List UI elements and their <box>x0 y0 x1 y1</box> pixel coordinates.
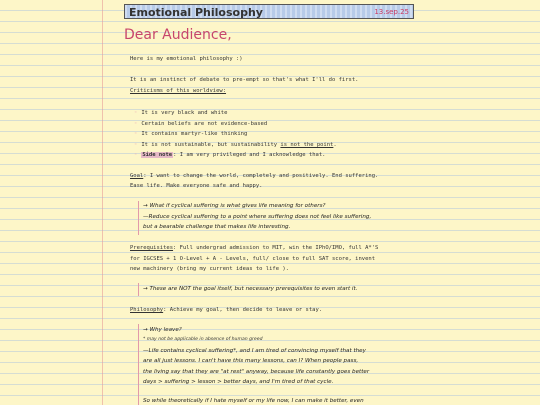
quote-line: → Why leave? <box>143 327 182 333</box>
prereq-line: Prerequisites: Full undergrad admission to MIT, win the IPhO/IMO, full A*'S <box>130 245 379 251</box>
quote-line: So while theoretically if I hate myself or my life now, I can make it better, even <box>143 398 364 404</box>
quote-line: —Life contains cyclical suffering*, and I am tired of convincing myself that they <box>143 348 366 354</box>
quote-bar <box>138 324 139 405</box>
quote-line: → These are NOT the goal itself, but necessary prerequisites to even start it. <box>143 286 358 292</box>
quote-line: → What if cyclical suffering is what gives life meaning for others? <box>143 203 326 209</box>
criticism-item: ◦ It contains martyr-like thinking <box>134 131 248 137</box>
debate-line: It is an instinct of debate to pre-empt so that's what I'll do first. <box>130 77 359 83</box>
quote-line: days > suffering > lesson > better days, and I'm tired of that cycle. <box>143 379 334 385</box>
footnote: * may not be applicable in absence of human greed <box>143 337 263 342</box>
philosophy-line: Philosophy: Achieve my goal, then decide to leave or stay. <box>130 307 323 313</box>
greeting-heading: Dear Audience, <box>124 27 232 43</box>
criticism-item: ◦ It is not sustainable, but sustainability is not the point. <box>134 142 337 148</box>
intro-line: Here is my emotional philosophy :) <box>130 56 243 62</box>
page-title: Emotional Philosophy <box>129 6 263 19</box>
criticism-item: ◦ Certain beliefs are not evidence-based <box>134 121 268 127</box>
quote-line: the living say that they are "at rest" anyway, because life constantly goes better <box>143 369 370 375</box>
quote-bar <box>138 201 139 235</box>
goal-line: Goal: I want to change the world, completely and positively. End suffering. <box>130 173 379 179</box>
criticisms-heading: Criticisms of this worldview: <box>130 88 227 94</box>
quote-line: but a bearable challenge that makes life interesting. <box>143 224 291 230</box>
side-note-item: ◦ Side note: I am very privileged and I acknowledge that. <box>134 152 326 158</box>
quote-line: —Reduce cyclical suffering to a point where suffering does not feel like suffering, <box>143 214 372 220</box>
side-note-highlight: Side note <box>142 152 173 158</box>
quote-bar <box>138 283 139 296</box>
date-label: 13.sep.25 <box>374 8 409 16</box>
goal-line-2: Ease life. Make everyone safe and happy. <box>130 183 263 189</box>
prereq-line-3: new machinery (bring my current ideas to life ). <box>130 266 289 272</box>
quote-line: are all just lessons. I can't have this many lessons, can I? When people pass, <box>143 358 359 364</box>
criticism-item: ◦ It is very black and white <box>134 110 228 116</box>
title-banner <box>124 4 414 19</box>
prereq-line-2: for IGCSES + 1 O-Level + A - Levels, full/ close to full SAT score, invent <box>130 256 376 262</box>
